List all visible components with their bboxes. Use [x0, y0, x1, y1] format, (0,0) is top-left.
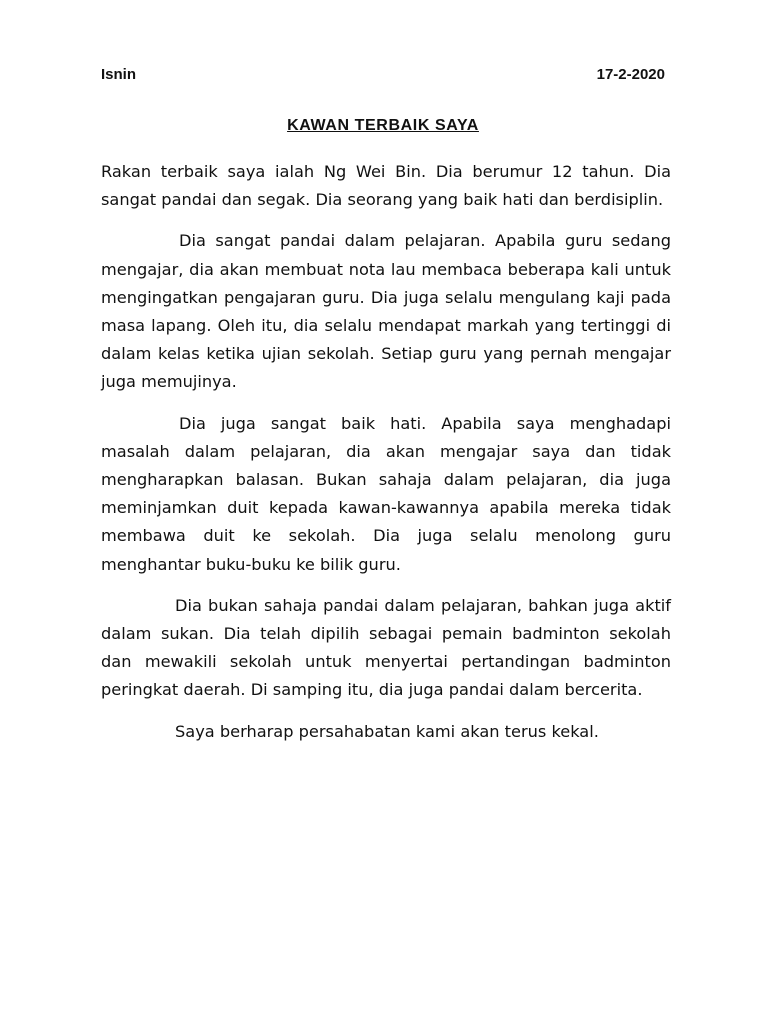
essay-body	[101, 158, 671, 759]
essay-title: KAWAN TERBAIK SAYA	[287, 117, 479, 134]
paragraph-intro: Rakan terbaik saya ialah Ng Wei Bin. Dia berumur 12 tahun. Dia sangat pandai dan segak. Dia seorang yang baik hati dan berdisiplin.	[101, 162, 671, 210]
paragraph-smart: Dia sangat pandai dalam pelajaran. Apabila guru sedang mengajar, dia akan membuat nota lau membaca beberapa kali untuk mengingatkan pengajaran guru. Dia juga selalu mengulang kaji pada masa lapang. Oleh itu, dia selalu mendapat markah yang tertinggi di dalam kelas ketika ujian sekolah. Setiap guru yang pernah mengajar juga memujinya.	[101, 231, 671, 392]
paragraph-kind: Dia juga sangat baik hati. Apabila saya menghadapi masalah dalam pelajaran, dia akan mengajar saya dan tidak mengharapkan balasan. Bukan sahaja dalam pelajaran, dia juga meminjamkan duit kepada kawan-kawannya apabila mereka tidak membawa duit ke sekolah. Dia juga selalu menolong guru menghantar buku-buku ke bilik guru.	[101, 413, 671, 574]
day-label: Isnin	[101, 66, 137, 83]
paragraph-sports: Dia bukan sahaja pandai dalam pelajaran, bahkan juga aktif dalam sukan. Dia telah dipilih sebagai pemain badminton sekolah dan mewakili sekolah untuk menyertai pertandingan badminton peringkat daerah. Di samping itu, dia juga pandai dalam bercerita.	[101, 595, 671, 700]
header-row	[101, 66, 665, 90]
paragraph-closing: Saya berharap persahabatan kami akan terus kekal.	[175, 721, 599, 741]
date-label: 17-2-2020	[596, 66, 665, 83]
